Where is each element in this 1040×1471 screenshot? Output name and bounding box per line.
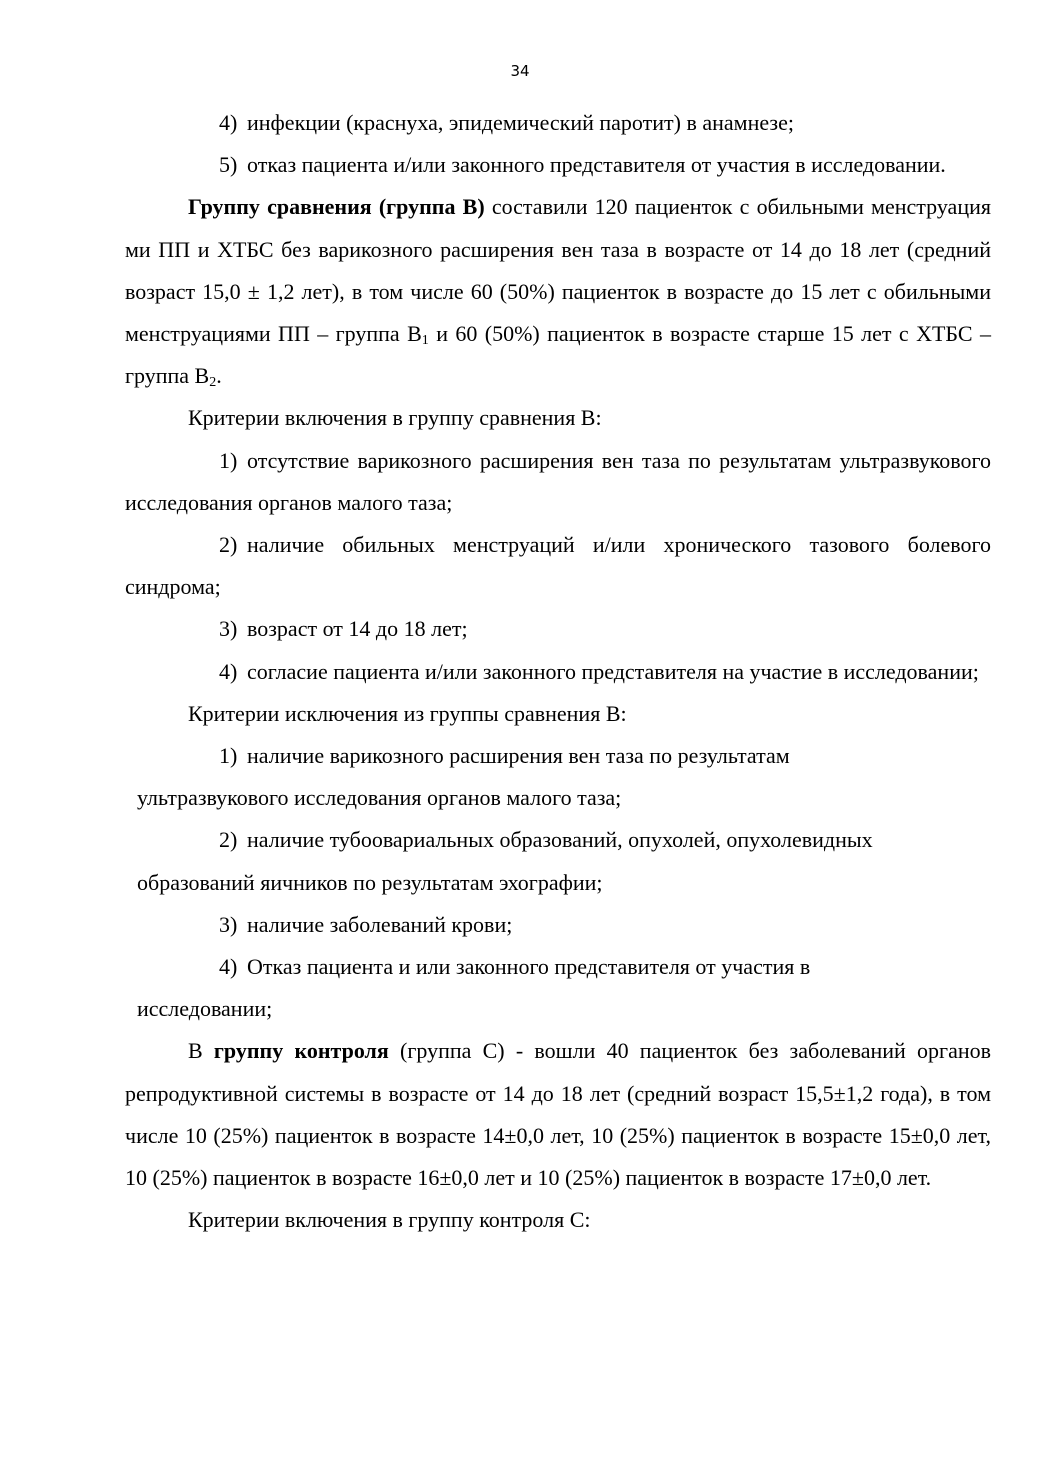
list-text: наличие заболеваний крови; — [247, 911, 513, 937]
list-item — [125, 608, 991, 650]
exclusion-b-title: Критерии исключения из группы сравнения В: — [188, 700, 627, 726]
list-text: возраст от 14 до 18 лет; — [247, 616, 468, 642]
list-number: 2) — [219, 827, 238, 853]
list-number: 4) — [219, 954, 238, 980]
list-item — [125, 651, 991, 693]
list-number: 4) — [219, 658, 238, 684]
list-text: отсутствие варикозного расширения вен таза по результатам ультразвукового исследования органов малого таза; — [125, 447, 991, 515]
list-text: инфекции (краснуха, эпидемический паротит) в анамнезе; — [247, 110, 794, 135]
list-item-continuation: ультразвукового исследования органов малого таза; — [137, 785, 622, 811]
list-number: 3) — [219, 616, 238, 642]
list-item-continuation: исследовании; — [137, 996, 273, 1022]
group-c-paragraph — [125, 1030, 991, 1199]
list-number: 1) — [219, 447, 238, 473]
list-text: наличие тубоовариальных образований, опухолей, опухолевидных — [247, 827, 873, 853]
list-item — [125, 819, 991, 861]
group-c-text: (группа С) - вошли 40 пациенток без заболеваний органов репродуктивной системы в возрасте от 14 до 18 лет (средний возраст 15,5±1,2 года), в том числе 10 (25%) пациенток в возрасте 14±0,0 лет, 10 (25%) пациенток в возрасте 15±0,0 лет, 10 (25%) пациенток в возрасте 16±0,0 лет и 10 (25%) пациенток в возрасте 17±0,0 лет. — [125, 1038, 992, 1191]
subscript: 1 — [421, 333, 429, 349]
list-item — [125, 946, 991, 988]
list-text: отказ пациента и/или законного представителя от участия в исследовании. — [247, 152, 946, 178]
list-item — [125, 904, 991, 946]
group-b-heading: Группу сравнения (группа В) — [188, 194, 485, 220]
list-number: 1) — [219, 743, 238, 769]
page-number: 34 — [510, 62, 530, 80]
group-b-end: . — [216, 363, 222, 389]
list-item — [125, 440, 991, 524]
list-text: согласие пациента и/или законного представителя на участие в исследовании; — [247, 658, 979, 684]
group-b-paragraph — [125, 186, 991, 397]
list-number: 3) — [219, 911, 238, 937]
inclusion-b-title: Критерии включения в группу сравнения В: — [188, 405, 602, 431]
list-item — [125, 144, 991, 186]
list-number: 5) — [219, 152, 238, 178]
group-b-text-2: и 60 (50%) пациенток в возрасте старше 15 лет с ХТБС – группа В — [125, 321, 991, 389]
list-text: наличие обильных менструаций и/или хронического тазового болевого синдрома; — [125, 532, 991, 600]
group-c-heading: группу контроля — [213, 1038, 389, 1064]
list-number: 4) — [219, 110, 238, 135]
list-item — [125, 735, 991, 777]
group-c-prefix: В — [188, 1038, 214, 1064]
list-item — [125, 102, 991, 144]
document-body — [125, 102, 991, 1241]
list-number: 2) — [219, 532, 238, 558]
subscript: 2 — [209, 375, 217, 391]
list-item-continuation: образований яичников по результатам эхографии; — [137, 869, 603, 895]
list-text: наличие варикозного расширения вен таза по результатам — [247, 743, 790, 769]
list-item — [125, 524, 991, 608]
group-b-text: составили 120 пациенток с обильными менструация ми ПП и ХТБС без варикозного расширения вен таза в возрасте от 14 до 18 лет (средний возраст 15,0 ± 1,2 лет), в том числе 60 (50%) пациенток в возрасте до 15 лет с обильными менструациями ПП – группа В — [125, 194, 991, 347]
list-text: Отказ пациента и или законного представителя от участия в — [247, 954, 811, 980]
inclusion-c-title: Критерии включения в группу контроля С: — [188, 1207, 591, 1233]
